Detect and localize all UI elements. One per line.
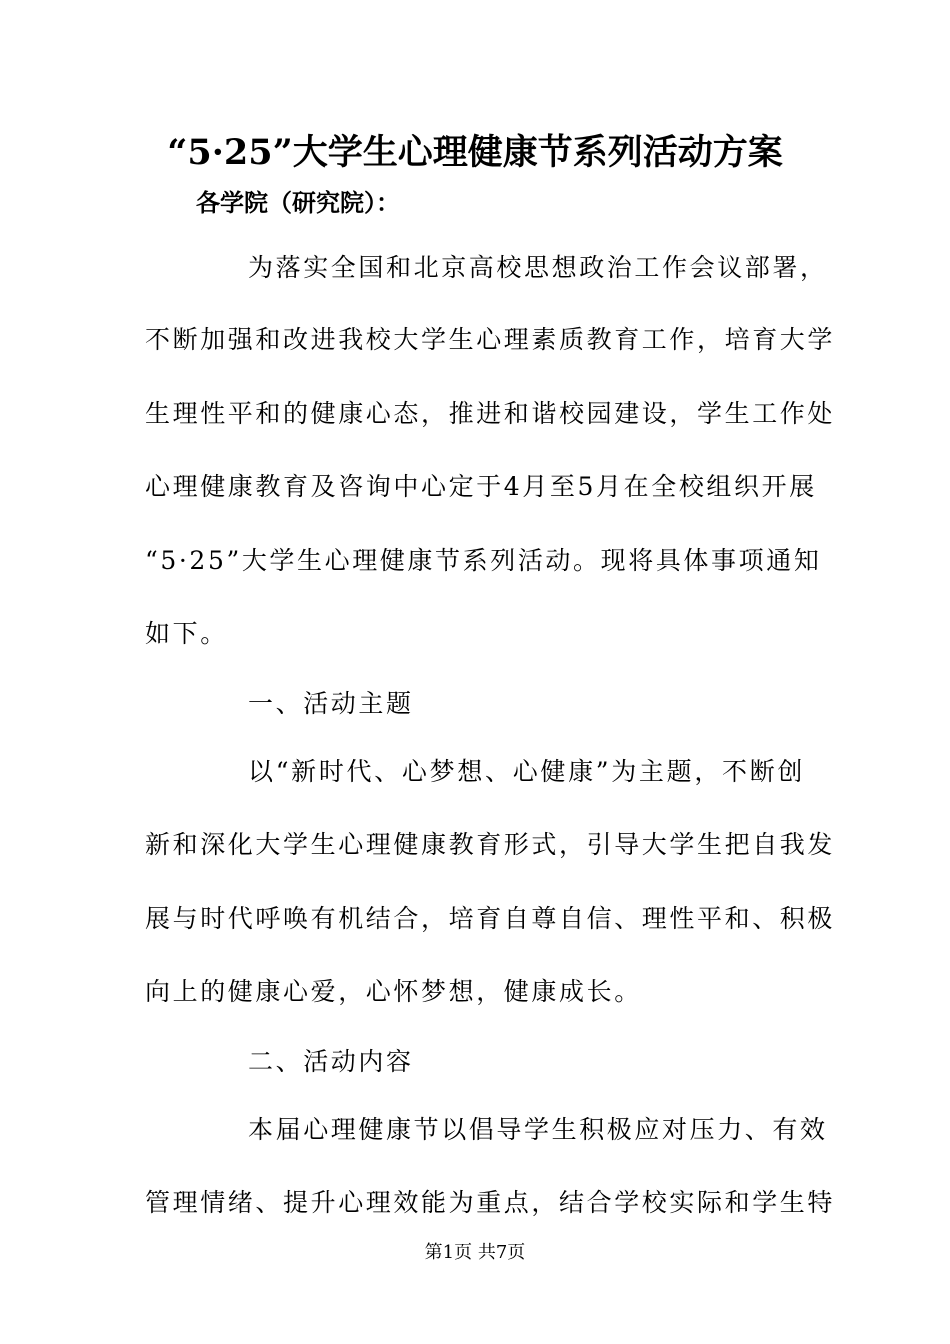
body-line: 如下。 [145,619,228,648]
body-line: 为落实全国和北京高校思想政治工作会议部署， [248,253,828,282]
body-line: 管理情绪、提升心理效能为重点，结合学校实际和学生特 [145,1188,836,1217]
body-line: 不断加强和改进我校大学生心理素质教育工作，培育大学 [145,325,836,354]
body-line: 以“新时代、心梦想、心健康”为主题，不断创 [248,757,805,786]
body-line: “5·25”大学生心理健康节系列活动。现将具体事项通知 [145,546,822,575]
salutation: 各学院（研究院）： [196,188,400,217]
body-line: 展与时代呼唤有机结合，培育自尊自信、理性平和、积极 [145,904,836,933]
body-line: 新和深化大学生心理健康教育形式，引导大学生把自我发 [145,830,836,859]
document-title: “5·25”大学生心理健康节系列活动方案 [167,132,783,173]
body-line: 心理健康教育及咨询中心定于4月至5月在全校组织开展 [145,472,817,501]
page-indicator: 第1页 共7页 [424,1242,526,1263]
body-line: 向上的健康心爱，心怀梦想，健康成长。 [145,977,642,1006]
section-heading: 一、活动主题 [248,689,414,718]
section-heading: 二、活动内容 [248,1047,414,1076]
body-line: 本届心理健康节以倡导学生积极应对压力、有效 [248,1115,828,1144]
body-line: 生理性平和的健康心态，推进和谐校园建设，学生工作处 [145,399,836,428]
